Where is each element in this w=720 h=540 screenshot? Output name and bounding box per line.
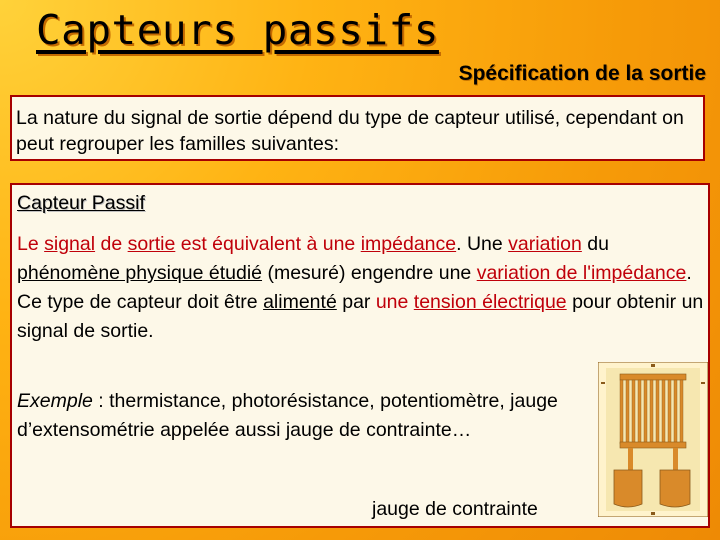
image-caption: jauge de contrainte <box>372 498 538 520</box>
description-paragraph <box>17 230 712 346</box>
page-title: Capteurs passifs <box>36 6 439 54</box>
intro-text: La nature du signal de sortie dépend du type de capteur utilisé, cependant on peut regrouper les familles suivantes: <box>16 107 684 155</box>
desc-word: de <box>100 233 123 255</box>
page-subtitle: Spécification de la sortie <box>458 62 706 85</box>
desc-keyword: impédance <box>360 233 457 255</box>
desc-text: (mesuré) engendre <box>267 262 434 284</box>
desc-text: par <box>342 291 371 313</box>
desc-keyword: sortie <box>127 233 176 255</box>
example-paragraph <box>17 387 577 445</box>
desc-keyword: variation <box>508 233 582 255</box>
desc-text: pour obtenir un signal de sortie. <box>17 291 704 342</box>
desc-keyword: tension électrique <box>413 291 567 313</box>
desc-word: une <box>375 291 409 313</box>
strain-gauge-image <box>598 362 708 517</box>
desc-text: . Ce type de capteur doit être <box>17 262 692 313</box>
section-title: Capteur Passif <box>17 192 145 214</box>
desc-text: une <box>438 262 472 284</box>
desc-word: Le <box>17 233 39 255</box>
desc-keyword: signal <box>44 233 96 255</box>
example-label: Exemple <box>17 390 93 412</box>
desc-text: . Une <box>456 233 503 255</box>
desc-keyword: variation de l'impédance <box>476 262 687 284</box>
desc-keyword: phénomène physique étudié <box>17 262 263 284</box>
desc-word: est équivalent à une <box>180 233 356 255</box>
desc-keyword: alimenté <box>263 291 337 313</box>
example-text: : thermistance, photorésistance, potentiomètre, jauge d’extensométrie appelée aussi jauge de contrainte… <box>17 390 558 441</box>
desc-text: du <box>587 233 609 255</box>
